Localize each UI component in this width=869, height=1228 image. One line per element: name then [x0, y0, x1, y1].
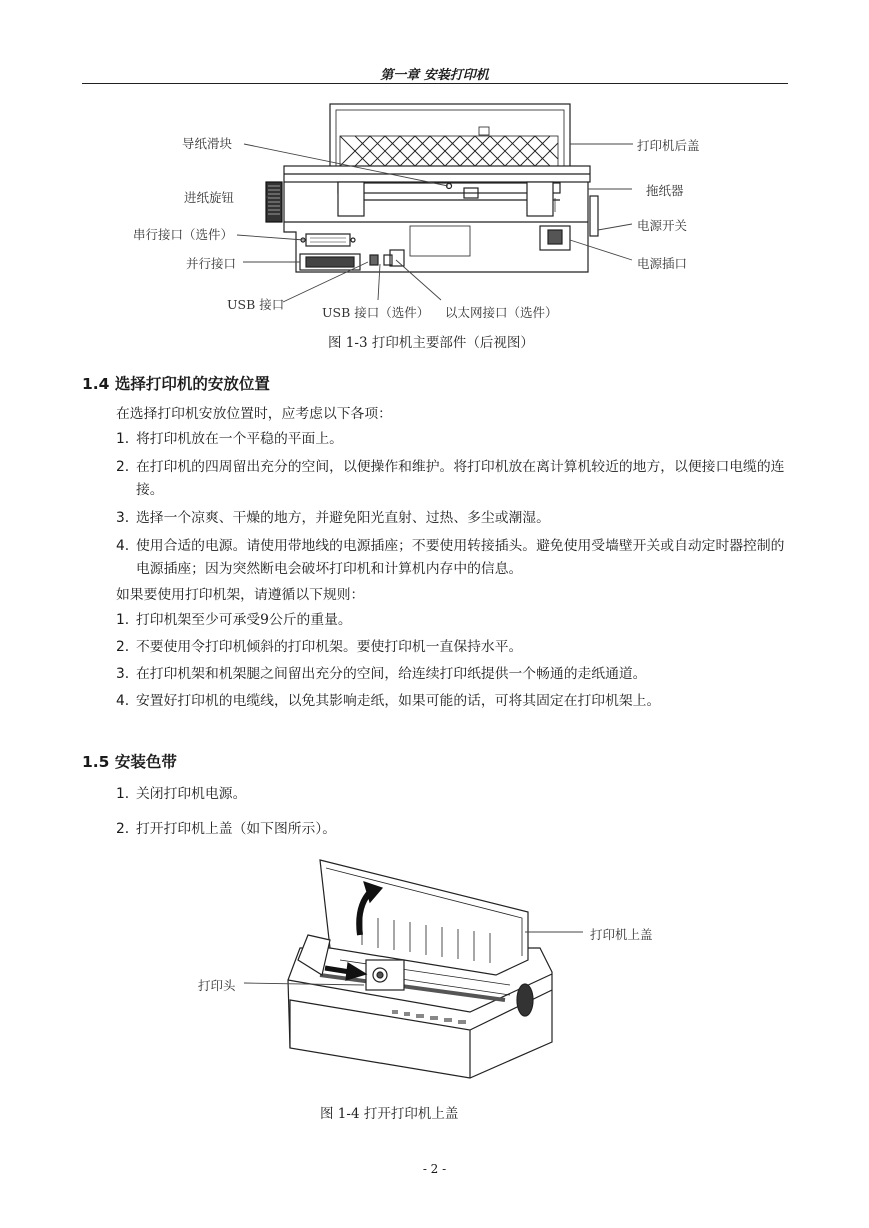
label-ethernet-port: 以太网接口（选件） [445, 305, 558, 320]
list-text: 选择一个凉爽、干燥的地方，并避免阳光直射、过热、多尘或潮湿。 [136, 510, 550, 526]
list-text: 安置好打印机的电缆线，以免其影响走纸，如果可能的话，可将其固定在打印机架上。 [136, 693, 661, 709]
label-serial-port: 串行接口（选件） [133, 227, 234, 242]
label-print-head: 打印头 [198, 978, 236, 993]
list-number: 3. [116, 666, 130, 682]
list-number: 1. [116, 786, 130, 802]
list-text: 打印机架至少可承受9公斤的重量。 [136, 612, 352, 628]
label-paper-guide: 导纸滑块 [182, 136, 233, 151]
list-number: 2. [116, 821, 130, 837]
list-text: 打开打印机上盖（如下图所示）。 [136, 821, 337, 837]
figure-1-4-caption: 图 1-4 打开打印机上盖 [320, 1106, 459, 1122]
list-number: 2. [116, 639, 130, 655]
chapter-title: 第一章 安装打印机 [380, 68, 489, 83]
label-usb-port-option: USB 接口（选件） [322, 305, 430, 320]
label-rear-cover: 打印机后盖 [637, 138, 700, 153]
list-text: 将打印机放在一个平稳的平面上。 [136, 431, 343, 447]
list-number: 3. [116, 510, 130, 526]
list-number: 1. [116, 612, 130, 628]
label-tractor: 拖纸器 [646, 183, 684, 198]
label-feed-knob: 进纸旋钮 [184, 190, 235, 205]
list-number: 4. [116, 538, 130, 554]
section-1-5-heading: 1.5 安装色带 [82, 753, 177, 771]
label-power-switch: 电源开关 [637, 218, 688, 233]
list-text: 在打印机架和机架腿之间留出充分的空间，给连续打印纸提供一个畅通的走纸通道。 [136, 666, 647, 682]
printer-stand-intro: 如果要使用打印机架，请遵循以下规则： [116, 587, 365, 603]
figure-1-3-caption: 图 1-3 打印机主要部件（后视图） [328, 335, 534, 351]
label-power-socket: 电源插口 [637, 256, 688, 271]
label-parallel-port: 并行接口 [186, 256, 237, 271]
page-number: - 2 - [422, 1162, 447, 1176]
list-text: 使用合适的电源。请使用带地线的电源插座；不要使用转接插头。避免使用受墙壁开关或自动定时器控制的电源插座；因为突然断电会破坏打印机和计算机内存中的信息。 [136, 538, 785, 577]
list-text: 不要使用令打印机倾斜的打印机架。要使打印机一直保持水平。 [136, 639, 523, 655]
list-text: 关闭打印机电源。 [136, 786, 247, 802]
section-1-4-heading: 1.4 选择打印机的安放位置 [82, 375, 270, 393]
list-text: 在打印机的四周留出充分的空间，以便操作和维护。将打印机放在离计算机较近的地方，以便接口电缆的连接。 [136, 459, 785, 498]
list-number: 2. [116, 459, 130, 475]
section-1-4-intro: 在选择打印机安放位置时，应考虑以下各项： [116, 406, 392, 422]
label-usb-port: USB 接口 [227, 297, 285, 312]
list-number: 4. [116, 693, 130, 709]
list-number: 1. [116, 431, 130, 447]
label-top-cover: 打印机上盖 [590, 927, 653, 942]
